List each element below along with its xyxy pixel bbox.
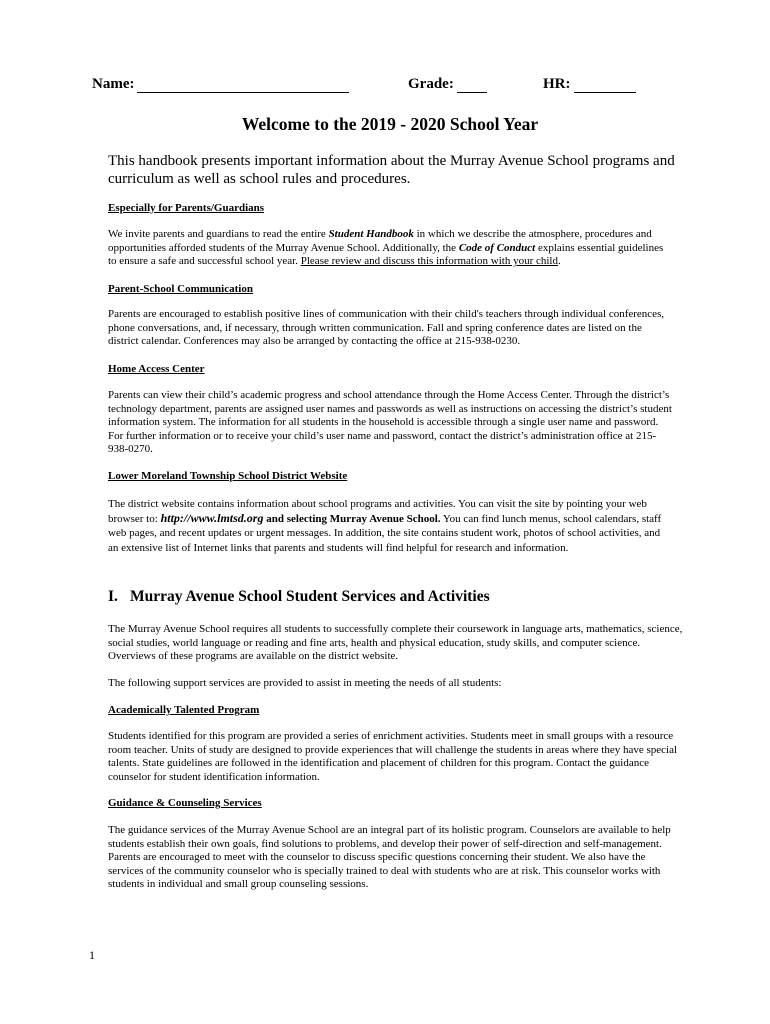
code-of-conduct-term: Code of Conduct — [458, 241, 536, 254]
page-title: Welcome to the 2019 - 2020 School Year — [241, 114, 539, 134]
communication-heading: Parent-School Communication — [108, 283, 253, 295]
parents-text-4: . — [557, 255, 561, 268]
website-heading: Lower Moreland Township School District Website — [108, 470, 348, 482]
name-label: Name: — [92, 76, 135, 92]
lead-paragraph: This handbook presents important information about the Murray Avenue School programs and curriculum as well as school rules and procedures. — [108, 153, 675, 187]
district-website-link[interactable]: http://www.lmtsd.org — [160, 511, 264, 526]
selecting-text: and selecting Murray Avenue School. — [263, 513, 441, 526]
website-colon: : — [154, 513, 161, 526]
talented-paragraph: Students identified for this program are provided a series of enrichment activities. Students meet in small groups with a resource room teacher. Units of study are designed to provide experiences that will challenge the students in areas where they have special talents. State guidelines are followed in the identification and placement of children for this program. Contact the guidance counselor for student identification information. — [108, 730, 678, 783]
website-paragraph — [108, 497, 673, 555]
hr-blank[interactable] — [574, 78, 636, 93]
guidance-heading: Guidance & Counseling Services — [108, 797, 262, 809]
hac-heading: Home Access Center — [108, 363, 205, 375]
section-1-heading — [108, 588, 490, 606]
website-text-1: The district website contains information about school programs and activities. You can visit the site by pointing your web browser to — [108, 498, 647, 526]
hr-label: HR: — [543, 76, 571, 92]
talented-heading: Academically Talented Program — [108, 704, 260, 716]
section-1-title: Murray Avenue School Student Services and Activities — [130, 588, 490, 605]
name-field — [92, 76, 349, 93]
name-blank[interactable] — [137, 78, 349, 93]
hac-paragraph: Parents can view their child’s academic progress and school attendance through the Home Access Center. Through the district’s technology department, parents are assigned user names and passwords as well as instructions on accessing the district’s student information system. The information for all students in the household is accessible through a single user name and password. For further information or to receive your child’s user name and password, contact the district’s administration office at 215-938-0270. — [108, 389, 672, 456]
parents-text-1: We invite parents and guardians to read the entire — [108, 228, 329, 240]
parents-text-3: explains essential guidelines to ensure a safe and successful school year. — [108, 241, 664, 268]
guidance-paragraph: The guidance services of the Murray Avenue School are an integral part of its holistic program. Counselors are available to help students establish their own goals, find solutions to problems, and develop their power of self-direction and self-management. Parents are encouraged to meet with the counselor to discuss specific questions concerning their student. We also have the services of the community counselor who is specially trained to deal with students who are at risk. This counselor works with students in individual and small group counseling sessions. — [108, 824, 671, 891]
grade-blank[interactable] — [457, 78, 487, 93]
parents-text-2: in which we describe the atmosphere, procedures and opportunities afforded students of the Murray Avenue School. Additionally, the — [108, 228, 652, 254]
section-1-intro: The Murray Avenue School requires all students to successfully complete their coursework in language arts, mathematics, science, social studies, world language or reading and fine arts, health and physical education, study skills, and computer science. Overviews of these programs are available on the district website. — [108, 623, 683, 663]
student-handbook-term: Student Handbook — [328, 228, 414, 240]
hr-field — [543, 76, 636, 93]
parents-heading: Especially for Parents/Guardians — [108, 202, 265, 214]
grade-field — [408, 76, 487, 93]
parents-paragraph — [108, 228, 673, 269]
support-services-intro: The following support services are provided to assist in meeting the needs of all students: — [108, 677, 502, 689]
grade-label: Grade: — [408, 76, 454, 92]
communication-paragraph: Parents are encouraged to establish positive lines of communication with their child's teachers through individual conferences, phone conversations, and, if necessary, through written communication. Fall and spring conference dates are listed on the district calendar. Conferences may also be arranged by contacting the office at 215-938-0230. — [108, 308, 665, 348]
review-notice: Please review and discuss this information with your child — [300, 255, 558, 268]
website-text-2: You can find lunch menus, school calendars, staff web pages, and recent updates or urgent messages. In addition, the site contains student work, photos of school activities, and an extensive list of Internet links that parents and students will find helpful for research and information. — [108, 513, 662, 554]
section-1-number: I. — [108, 588, 118, 605]
page-number: 1 — [89, 948, 95, 962]
